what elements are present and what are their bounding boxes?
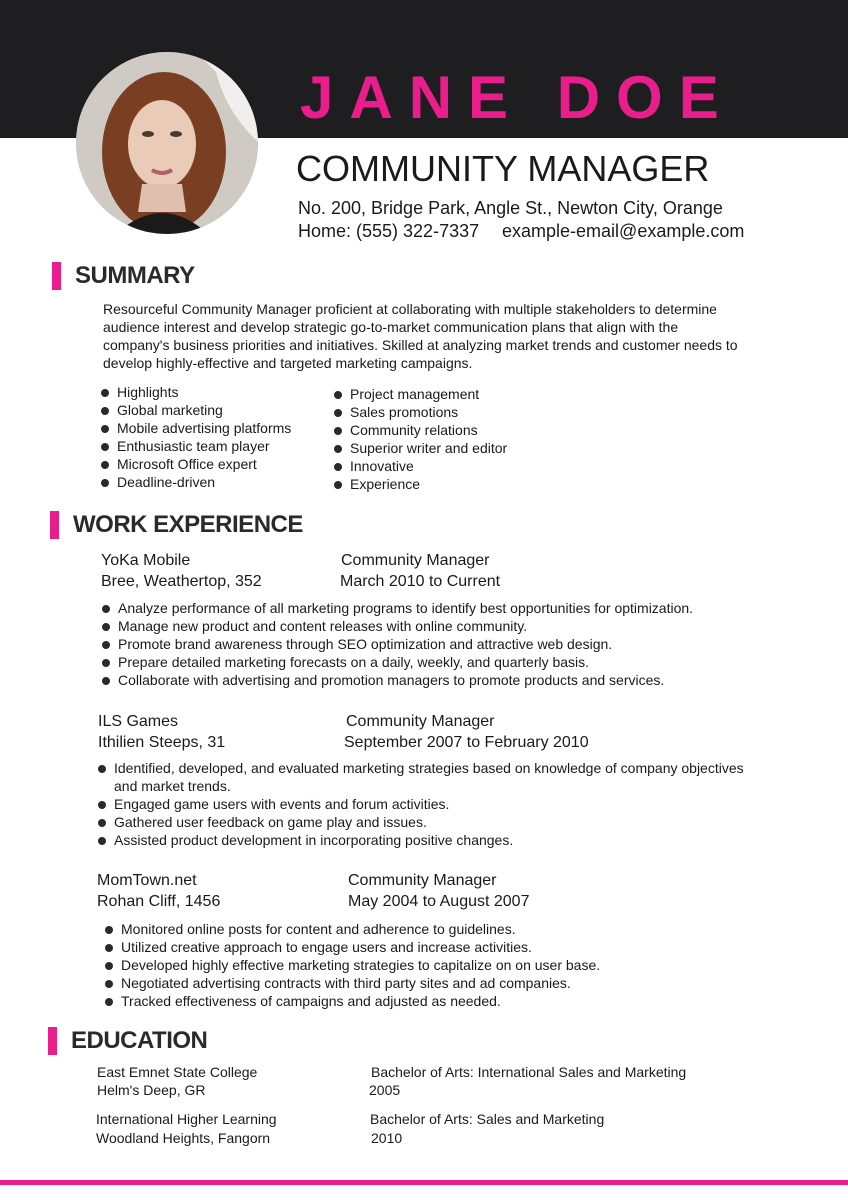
- job-dates: March 2010 to Current: [340, 573, 501, 590]
- section-accent-bar: [48, 1027, 57, 1055]
- list-item: Manage new product and content releases with online community.: [102, 617, 693, 635]
- edu-degree: Bachelor of Arts: Sales and Marketing: [370, 1111, 605, 1127]
- summary-heading: [52, 262, 195, 290]
- education-heading: [48, 1027, 207, 1055]
- edu-degree: Bachelor of Arts: International Sales and Marketing: [371, 1064, 687, 1080]
- education-heading-label: EDUCATION: [71, 1027, 208, 1054]
- job-role: Community Manager: [348, 872, 497, 889]
- job-duties: [102, 599, 693, 689]
- job-role: Community Manager: [346, 713, 495, 730]
- job-duties: [105, 920, 600, 1010]
- job-dates: September 2007 to February 2010: [344, 734, 589, 751]
- list-item: Enthusiastic team player: [101, 437, 291, 455]
- portrait-image: [76, 52, 258, 234]
- list-item: Project management: [334, 385, 507, 403]
- list-item: Developed highly effective marketing strategies to capitalize on on user base.: [105, 956, 600, 974]
- job-location: Ithilien Steeps, 31: [98, 734, 226, 751]
- list-item: Microsoft Office expert: [101, 455, 291, 473]
- list-item: Monitored online posts for content and adherence to guidelines.: [105, 920, 600, 938]
- list-item: Mobile advertising platforms: [101, 419, 291, 437]
- job-location: Rohan Cliff, 1456: [97, 893, 221, 910]
- list-item: Gathered user feedback on game play and issues.: [98, 813, 748, 831]
- edu-school: International Higher Learning: [96, 1111, 277, 1127]
- list-item: Highlights: [101, 383, 291, 401]
- profile-photo: [76, 52, 258, 234]
- list-item: Deadline-driven: [101, 473, 291, 491]
- summary-heading-label: SUMMARY: [75, 262, 195, 289]
- job-company: MomTown.net: [97, 872, 197, 889]
- email: example-email@example.com: [502, 221, 745, 241]
- edu-location: Woodland Heights, Fangorn: [96, 1130, 271, 1146]
- list-item: Superior writer and editor: [334, 439, 507, 457]
- edu-school: East Emnet State College: [97, 1064, 258, 1080]
- list-item: Identified, developed, and evaluated marketing strategies based on knowledge of company objectives and market trends.: [98, 759, 748, 795]
- edu-year: 2010: [371, 1130, 403, 1146]
- list-item: Experience: [334, 475, 507, 493]
- edu-location: Helm's Deep, GR: [97, 1082, 206, 1098]
- job-company: ILS Games: [98, 713, 179, 730]
- list-item: Tracked effectiveness of campaigns and adjusted as needed.: [105, 992, 600, 1010]
- job-title: COMMUNITY MANAGER: [296, 148, 710, 189]
- job-location: Bree, Weathertop, 352: [101, 573, 262, 590]
- work-heading-label: WORK EXPERIENCE: [73, 511, 303, 538]
- list-item: Analyze performance of all marketing programs to identify best opportunities for optimization.: [102, 599, 693, 617]
- list-item: Sales promotions: [334, 403, 507, 421]
- phone: Home: (555) 322-7337: [298, 221, 480, 241]
- list-item: Collaborate with advertising and promotion managers to promote products and services.: [102, 671, 693, 689]
- list-item: Community relations: [334, 421, 507, 439]
- list-item: Innovative: [334, 457, 507, 475]
- skills-list-right: [334, 385, 507, 493]
- bottom-accent-rule: [0, 1180, 848, 1185]
- job-company: YoKa Mobile: [101, 552, 191, 569]
- list-item: Utilized creative approach to engage users and increase activities.: [105, 938, 600, 956]
- job-duties: [98, 759, 748, 849]
- job-role: Community Manager: [341, 552, 490, 569]
- list-item: Engaged game users with events and forum activities.: [98, 795, 748, 813]
- address: No. 200, Bridge Park, Angle St., Newton City, Orange: [298, 198, 723, 218]
- summary-text: Resourceful Community Manager proficient at collaborating with multiple stakeholders to determine audience interest and develop strategic go-to-market communication plans that align with the company's business priorities and initiatives. Skilled at analyzing market trends and customer needs to develop highly-effective and targeted marketing campaigns.: [103, 301, 738, 371]
- skills-list-left: [101, 383, 291, 491]
- list-item: Negotiated advertising contracts with third party sites and ad companies.: [105, 974, 600, 992]
- work-heading: [50, 511, 303, 539]
- job-dates: May 2004 to August 2007: [348, 893, 530, 910]
- list-item: Global marketing: [101, 401, 291, 419]
- list-item: Promote brand awareness through SEO optimization and attractive web design.: [102, 635, 693, 653]
- section-accent-bar: [50, 511, 59, 539]
- section-accent-bar: [52, 262, 61, 290]
- list-item: Assisted product development in incorporating positive changes.: [98, 831, 748, 849]
- candidate-name: JANE DOE: [300, 64, 735, 131]
- edu-year: 2005: [369, 1082, 401, 1098]
- list-item: Prepare detailed marketing forecasts on a daily, weekly, and quarterly basis.: [102, 653, 693, 671]
